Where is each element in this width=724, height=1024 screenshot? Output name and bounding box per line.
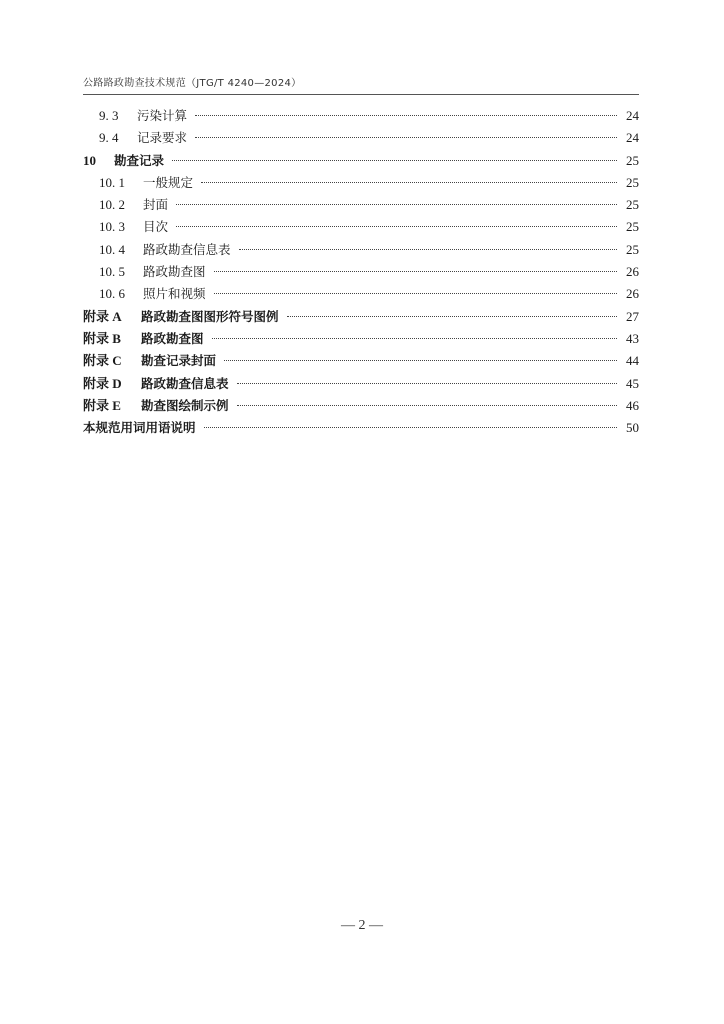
- toc-entry-number: 附录 E: [83, 397, 121, 413]
- toc-entry-number: 10. 2: [99, 197, 125, 213]
- toc-entry-number: 10. 1: [99, 174, 125, 190]
- table-of-contents: [83, 105, 639, 439]
- page-number: — 2 —: [341, 918, 383, 933]
- toc-entry[interactable]: [83, 395, 639, 417]
- dot-leader: [176, 226, 617, 227]
- toc-entry-page: 43: [626, 330, 639, 346]
- dot-leader: [287, 316, 617, 317]
- toc-entry-page: 25: [626, 152, 639, 168]
- toc-entry[interactable]: [83, 239, 639, 261]
- toc-entry[interactable]: [83, 127, 639, 149]
- running-header: 公路路政勘查技术规范（JTG/T 4240—2024）: [83, 78, 302, 89]
- dot-leader: [214, 271, 617, 272]
- dot-leader: [237, 405, 617, 406]
- toc-entry-title: 记录要求: [137, 130, 188, 146]
- toc-entry[interactable]: [83, 105, 639, 127]
- toc-entry-number: 10. 3: [99, 219, 125, 235]
- toc-entry[interactable]: [83, 172, 639, 194]
- toc-entry[interactable]: [83, 417, 639, 439]
- toc-entry[interactable]: [83, 350, 639, 372]
- dot-leader: [204, 427, 617, 428]
- toc-entry-page: 25: [626, 174, 639, 190]
- dot-leader: [172, 160, 617, 161]
- toc-entry-number: 9. 3: [99, 108, 119, 123]
- toc-entry[interactable]: [83, 261, 639, 283]
- toc-entry[interactable]: [83, 283, 639, 305]
- toc-entry-page: 27: [626, 308, 639, 324]
- toc-entry[interactable]: [83, 150, 639, 172]
- toc-entry-number: 附录 C: [83, 353, 122, 369]
- dot-leader: [237, 383, 617, 384]
- toc-entry-number: 10. 5: [99, 264, 125, 280]
- toc-entry-page: 26: [626, 264, 639, 280]
- toc-entry-page: 25: [626, 219, 639, 235]
- toc-entry-title: 路政勘查图: [143, 264, 206, 280]
- toc-entry-page: 25: [626, 197, 639, 213]
- dot-leader: [239, 249, 617, 250]
- toc-entry-number: 10. 4: [99, 241, 125, 257]
- toc-entry-page: 26: [626, 286, 639, 302]
- toc-entry-number: 10. 6: [99, 286, 125, 302]
- toc-entry-title: 路政勘查信息表: [141, 375, 229, 391]
- toc-entry-page: 50: [626, 420, 639, 436]
- toc-entry-title: 本规范用词用语说明: [83, 420, 196, 436]
- toc-entry-page: 24: [626, 108, 639, 123]
- toc-entry-title: 封面: [143, 197, 169, 213]
- toc-entry[interactable]: [83, 373, 639, 395]
- toc-entry-title: 路政勘查信息表: [143, 241, 231, 257]
- toc-entry-page: 45: [626, 375, 639, 391]
- toc-entry-title: 勘查图绘制示例: [141, 397, 229, 413]
- toc-entry-title: 路政勘查图: [141, 330, 204, 346]
- toc-entry-number: 附录 D: [83, 375, 122, 391]
- dot-leader: [176, 204, 617, 205]
- header-divider: [83, 94, 639, 95]
- dot-leader: [195, 137, 617, 138]
- toc-entry-title: 目次: [143, 219, 169, 235]
- dot-leader: [212, 338, 617, 339]
- toc-entry-number: 10: [83, 152, 96, 168]
- toc-entry-page: 44: [626, 353, 639, 369]
- toc-entry-number: 9. 4: [99, 130, 119, 146]
- toc-entry[interactable]: [83, 194, 639, 216]
- toc-entry-title: 勘查记录: [114, 152, 165, 168]
- toc-entry-title: 一般规定: [143, 174, 194, 190]
- toc-entry[interactable]: [83, 306, 639, 328]
- dot-leader: [201, 182, 617, 183]
- toc-entry-page: 46: [626, 397, 639, 413]
- toc-entry-title: 照片和视频: [143, 286, 206, 302]
- toc-entry-page: 24: [626, 130, 639, 146]
- toc-entry-page: 25: [626, 241, 639, 257]
- dot-leader: [195, 115, 617, 116]
- toc-entry[interactable]: [83, 328, 639, 350]
- toc-entry-title: 勘查记录封面: [141, 353, 217, 369]
- dot-leader: [224, 360, 617, 361]
- toc-entry-number: 附录 B: [83, 330, 121, 346]
- toc-entry[interactable]: [83, 216, 639, 238]
- toc-entry-number: 附录 A: [83, 308, 122, 324]
- toc-entry-title: 路政勘查图图形符号图例: [141, 308, 279, 324]
- dot-leader: [214, 293, 617, 294]
- toc-entry-title: 污染计算: [137, 108, 188, 123]
